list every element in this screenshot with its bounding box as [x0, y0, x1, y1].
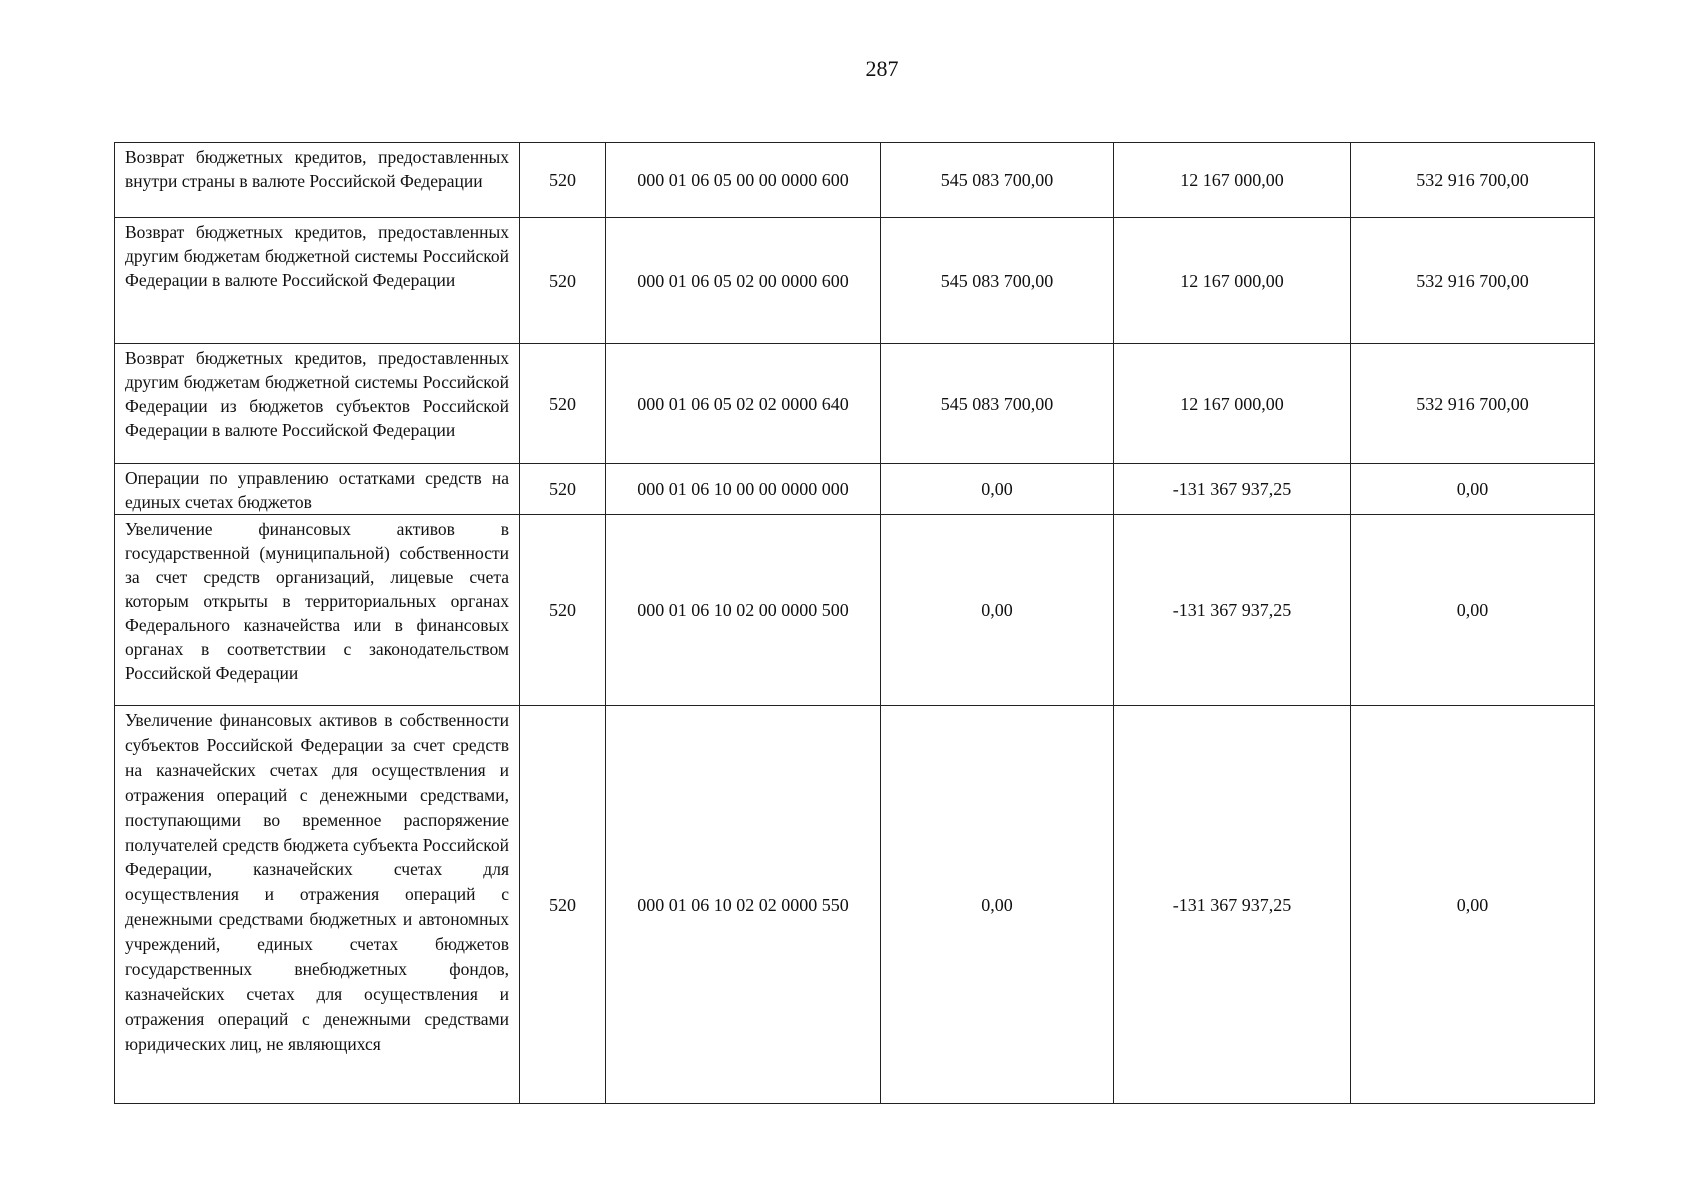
- row-amount-2: -131 367 937,25: [1114, 515, 1351, 706]
- row-amount-3: 532 916 700,00: [1351, 143, 1595, 218]
- row-line-code: 520: [520, 706, 606, 1104]
- row-line-code: 520: [520, 218, 606, 344]
- row-budget-code: 000 01 06 10 02 02 0000 550: [606, 706, 881, 1104]
- row-amount-2: 12 167 000,00: [1114, 143, 1351, 218]
- row-description: Увеличение финансовых активов в собственности субъектов Российской Федерации за счет средств на казначейских счетах для осуществления и отражения операций с денежными средствами, поступающими во временное распоряжение получателей средств бюджета субъекта Российской Федерации, казначейских счетах для осуществления и отражения операций с денежными средствами бюджетных и автономных учреждений, единых счетах бюджетов государственных внебюджетных фондов, казначейских счетах для осуществления и отражения операций с денежными средствами юридических лиц, не являющихся: [115, 706, 520, 1104]
- table-row: [115, 143, 1595, 218]
- table-row: [115, 218, 1595, 344]
- row-budget-code: 000 01 06 05 02 00 0000 600: [606, 218, 881, 344]
- row-line-code: 520: [520, 515, 606, 706]
- row-amount-2: -131 367 937,25: [1114, 464, 1351, 515]
- row-line-code: 520: [520, 464, 606, 515]
- row-amount-1: 545 083 700,00: [881, 143, 1114, 218]
- row-description: Увеличение финансовых активов в государственной (муниципальной) собственности за счет средств организаций, лицевые счета которым открыты в территориальных органах Федерального казначейства или в финансовых органах в соответствии с законодательством Российской Федерации: [115, 515, 520, 706]
- table-row: [115, 344, 1595, 464]
- row-amount-3: 0,00: [1351, 464, 1595, 515]
- row-line-code: 520: [520, 344, 606, 464]
- row-budget-code: 000 01 06 05 02 02 0000 640: [606, 344, 881, 464]
- row-description: Возврат бюджетных кредитов, предоставленных другим бюджетам бюджетной системы Российской Федерации из бюджетов субъектов Российской Федерации в валюте Российской Федерации: [115, 344, 520, 464]
- row-amount-2: 12 167 000,00: [1114, 218, 1351, 344]
- row-amount-1: 0,00: [881, 706, 1114, 1104]
- row-amount-1: 545 083 700,00: [881, 218, 1114, 344]
- row-budget-code: 000 01 06 10 02 00 0000 500: [606, 515, 881, 706]
- table-row: [115, 706, 1595, 1104]
- row-amount-1: 0,00: [881, 515, 1114, 706]
- table-row: [115, 515, 1595, 706]
- row-description: Операции по управлению остатками средств на единых счетах бюджетов: [115, 464, 520, 515]
- page-number: 287: [865, 56, 899, 81]
- row-description: Возврат бюджетных кредитов, предоставленных внутри страны в валюте Российской Федерации: [115, 143, 520, 218]
- budget-sources-table: [114, 142, 1595, 1104]
- table-row: [115, 464, 1595, 515]
- row-budget-code: 000 01 06 05 00 00 0000 600: [606, 143, 881, 218]
- row-amount-2: -131 367 937,25: [1114, 706, 1351, 1104]
- row-amount-3: 0,00: [1351, 706, 1595, 1104]
- row-amount-3: 0,00: [1351, 515, 1595, 706]
- row-amount-1: 545 083 700,00: [881, 344, 1114, 464]
- row-amount-3: 532 916 700,00: [1351, 344, 1595, 464]
- row-line-code: 520: [520, 143, 606, 218]
- row-description: Возврат бюджетных кредитов, предоставленных другим бюджетам бюджетной системы Российской Федерации в валюте Российской Федерации: [115, 218, 520, 344]
- row-amount-2: 12 167 000,00: [1114, 344, 1351, 464]
- row-budget-code: 000 01 06 10 00 00 0000 000: [606, 464, 881, 515]
- row-amount-1: 0,00: [881, 464, 1114, 515]
- row-amount-3: 532 916 700,00: [1351, 218, 1595, 344]
